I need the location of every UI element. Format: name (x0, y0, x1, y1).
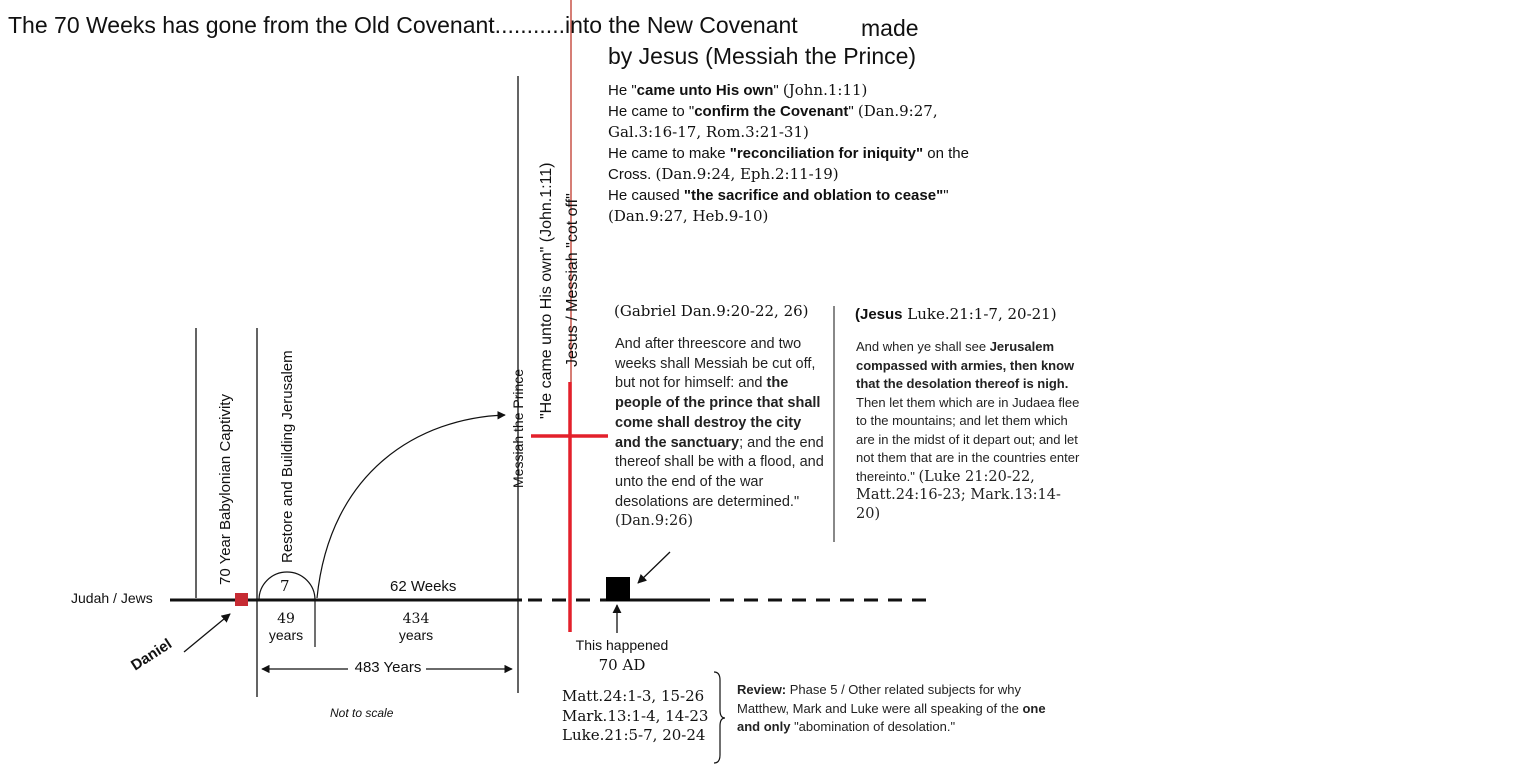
note-line: He caused "the sacrifice and oblation to cease"" (608, 187, 949, 204)
note-line: He came to make "reconciliation for iniquity" on the (608, 145, 969, 162)
references-list (562, 687, 708, 746)
label-cut-off: Jesus / Messiah "cot off" (564, 193, 581, 367)
ad70-arrow-diag (638, 552, 670, 583)
label-restore-jerusalem: Restore and Building Jerusalem (279, 350, 296, 563)
daniel-arrow (184, 614, 230, 652)
reference-item: Luke.21:5-7, 20-24 (562, 726, 706, 744)
gabriel-quote: And after threescore and two weeks shall Messiah be cut off, but not for himself: and the people of the prince that shall come shall destroy the city and the sanctuary; and the end thereof shall be with a flood, and unto the end of the war desolations are determined." (Dan.9:26) (615, 336, 824, 530)
label-62-weeks: 62 Weeks (390, 578, 457, 595)
label-babylonian-captivity: 70 Year Babylonian Captivity (217, 394, 234, 585)
daniel-marker (235, 593, 248, 606)
label-49-years: 49 years (268, 611, 304, 643)
label-daniel: Daniel (128, 635, 176, 675)
title-right-line2: by Jesus (Messiah the Prince) (608, 43, 917, 69)
label-70-ad: 70 AD (598, 656, 646, 674)
references-brace (714, 672, 725, 763)
label-came-unto-his-own: "He came unto His own" (John.1:11) (538, 162, 555, 419)
review-note: Review: Phase 5 / Other related subjects for why Matthew, Mark and Luke were all speaking of the one and only "abomination of desolation." (737, 682, 1046, 734)
reference-item: Mark.13:1-4, 14-23 (562, 706, 709, 725)
label-434-years: 434 years (398, 611, 434, 643)
decree-arc-arrow (317, 415, 505, 598)
title-made: made (861, 15, 919, 41)
note-line: He "came unto His own" (John.1:11) (608, 81, 868, 99)
title-right-line1: into the New Covenant (564, 12, 798, 38)
jesus-heading: (Jesus Luke.21:1-7, 20-21) (855, 305, 1057, 323)
label-this-happened: This happened (575, 637, 669, 653)
gabriel-heading: (Gabriel Dan.9:20-22, 26) (614, 302, 809, 320)
title-left: The 70 Weeks has gone from the Old Covenant........... (8, 12, 565, 38)
note-line: He came to "confirm the Covenant" (Dan.9:27, (608, 102, 938, 120)
label-483-years: 483 Years (354, 659, 422, 676)
jesus-quote: And when ye shall see Jerusalem compassed with armies, then know that the desolation thereof is nigh. Then let them which are in Judaea flee to the mountains; and let them which are in the midst of it depart out; and let not them that are in the countries enter thereinto." (Luke 21:20-22, Matt.24:16-23; Mark.13:14-20) (856, 339, 1080, 522)
messiah-notes (608, 80, 1048, 227)
note-line: Cross. (Dan.9:24, Eph.2:11-19) (608, 165, 839, 183)
label-seven: 7 (280, 577, 290, 595)
label-not-to-scale: Not to scale (330, 706, 394, 720)
title-old-covenant (8, 12, 798, 39)
label-judah-jews: Judah / Jews (71, 590, 153, 606)
label-messiah-prince: Messiah the Prince (510, 368, 526, 488)
note-line: Gal.3:16-17, Rom.3:21-31) (608, 123, 809, 141)
note-line: (Dan.9:27, Heb.9-10) (608, 207, 769, 225)
ad70-box (606, 577, 630, 601)
reference-item: Matt.24:1-3, 15-26 (562, 687, 705, 705)
